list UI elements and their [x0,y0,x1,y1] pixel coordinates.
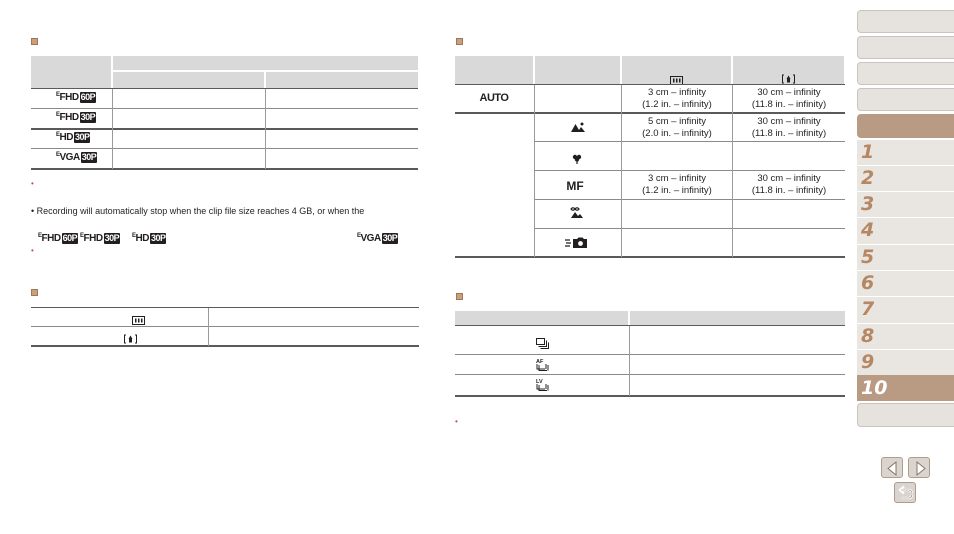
af-continuous-icon [536,358,550,376]
focus-range-cell: 3 cm – infinity (1.2 in. – infinity) [642,173,712,196]
sidebar-item-chapter-7[interactable]: 7 [857,296,954,323]
table-header-cell [535,56,620,84]
table-header-cell [455,311,628,325]
sidebar-tab-before-use[interactable] [857,36,954,59]
manual-focus-label: MF [566,179,584,193]
infinity-mountain-icon [570,206,584,224]
inline-fhd60-icon: $^E$FHD 60P [38,233,78,244]
sidebar-tab-index[interactable] [857,403,954,427]
note-bullet: • [31,179,34,188]
focus-range-cell: 3 cm – infinity (1.2 in. – infinity) [642,87,712,110]
table-header-cell [455,56,533,84]
focus-range-cell: 30 cm – infinity (11.8 in. – infinity) [751,87,827,110]
landscape-icon [571,120,585,138]
prev-page-button[interactable] [881,457,903,478]
focus-range-cell: 30 cm – infinity (11.8 in. – infinity) [751,173,827,196]
sports-icon [565,236,589,254]
sidebar-tab-advanced-guide[interactable] [857,88,954,111]
table-header-cell [113,56,418,70]
movie-quality-fhd30-icon: $^E$FHD 30P [56,112,96,123]
sidebar-tab-cover[interactable] [857,10,954,33]
sidebar-item-chapter-4[interactable]: 4 [857,217,954,244]
sidebar-item-chapter-9[interactable]: 9 [857,349,954,375]
section-marker-icon [456,38,463,45]
table-header-cell [630,311,845,325]
zoom-wide-icon [132,312,145,330]
sidebar-item-chapter-5[interactable]: 5 [857,244,954,270]
table-header-cell [266,72,418,88]
return-icon [895,483,917,504]
focus-range-cell: 30 cm – infinity (11.8 in. – infinity) [751,116,827,139]
sidebar-item-chapter-6[interactable]: 6 [857,270,954,296]
svg-text:AF: AF [536,359,544,365]
inline-vga30-icon: $^E$VGA 30P [357,233,398,244]
sidebar-item-chapter-10[interactable]: 10 [857,375,954,401]
table-header-cell [31,56,111,88]
sidebar-tab-basic-guide[interactable] [857,62,954,85]
sidebar-item-chapter-8[interactable]: 8 [857,323,954,349]
arrow-left-icon [882,458,904,479]
inline-hd30-icon: $^E$HD 30P [132,233,166,244]
zoom-tele-icon [124,331,137,349]
section-marker-icon [31,38,38,45]
continuous-icon [536,336,549,354]
lv-continuous-icon [536,378,550,396]
sidebar-item-chapter-1[interactable]: 1 [857,139,954,165]
svg-text:LV: LV [536,379,543,385]
movie-quality-vga30-icon: $^E$VGA 30P [56,152,97,163]
sidebar-tab-section-active[interactable] [857,114,954,138]
inline-fhd30-icon: $^E$FHD 30P [80,233,120,244]
sidebar-item-chapter-2[interactable]: 2 [857,165,954,191]
note-recording-limit: • Recording will automatically stop when the clip file size reaches 4 GB, or when the [31,206,365,216]
arrow-right-icon [909,458,931,479]
table-header-cell [113,72,264,88]
movie-quality-fhd60-icon: $^E$FHD 60P [56,92,96,103]
auto-mode-label: AUTO [479,92,509,104]
focus-range-cell: 5 cm – infinity (2.0 in. – infinity) [642,116,712,139]
section-marker-icon [31,289,38,296]
movie-quality-hd30-icon: $^E$HD 30P [56,132,90,143]
next-page-button[interactable] [908,457,930,478]
sidebar-item-chapter-3[interactable]: 3 [857,191,954,217]
note-bullet: • [455,417,458,426]
return-button[interactable] [894,482,916,503]
macro-icon [572,151,582,169]
section-marker-icon [456,293,463,300]
note-bullet: • [31,246,34,255]
